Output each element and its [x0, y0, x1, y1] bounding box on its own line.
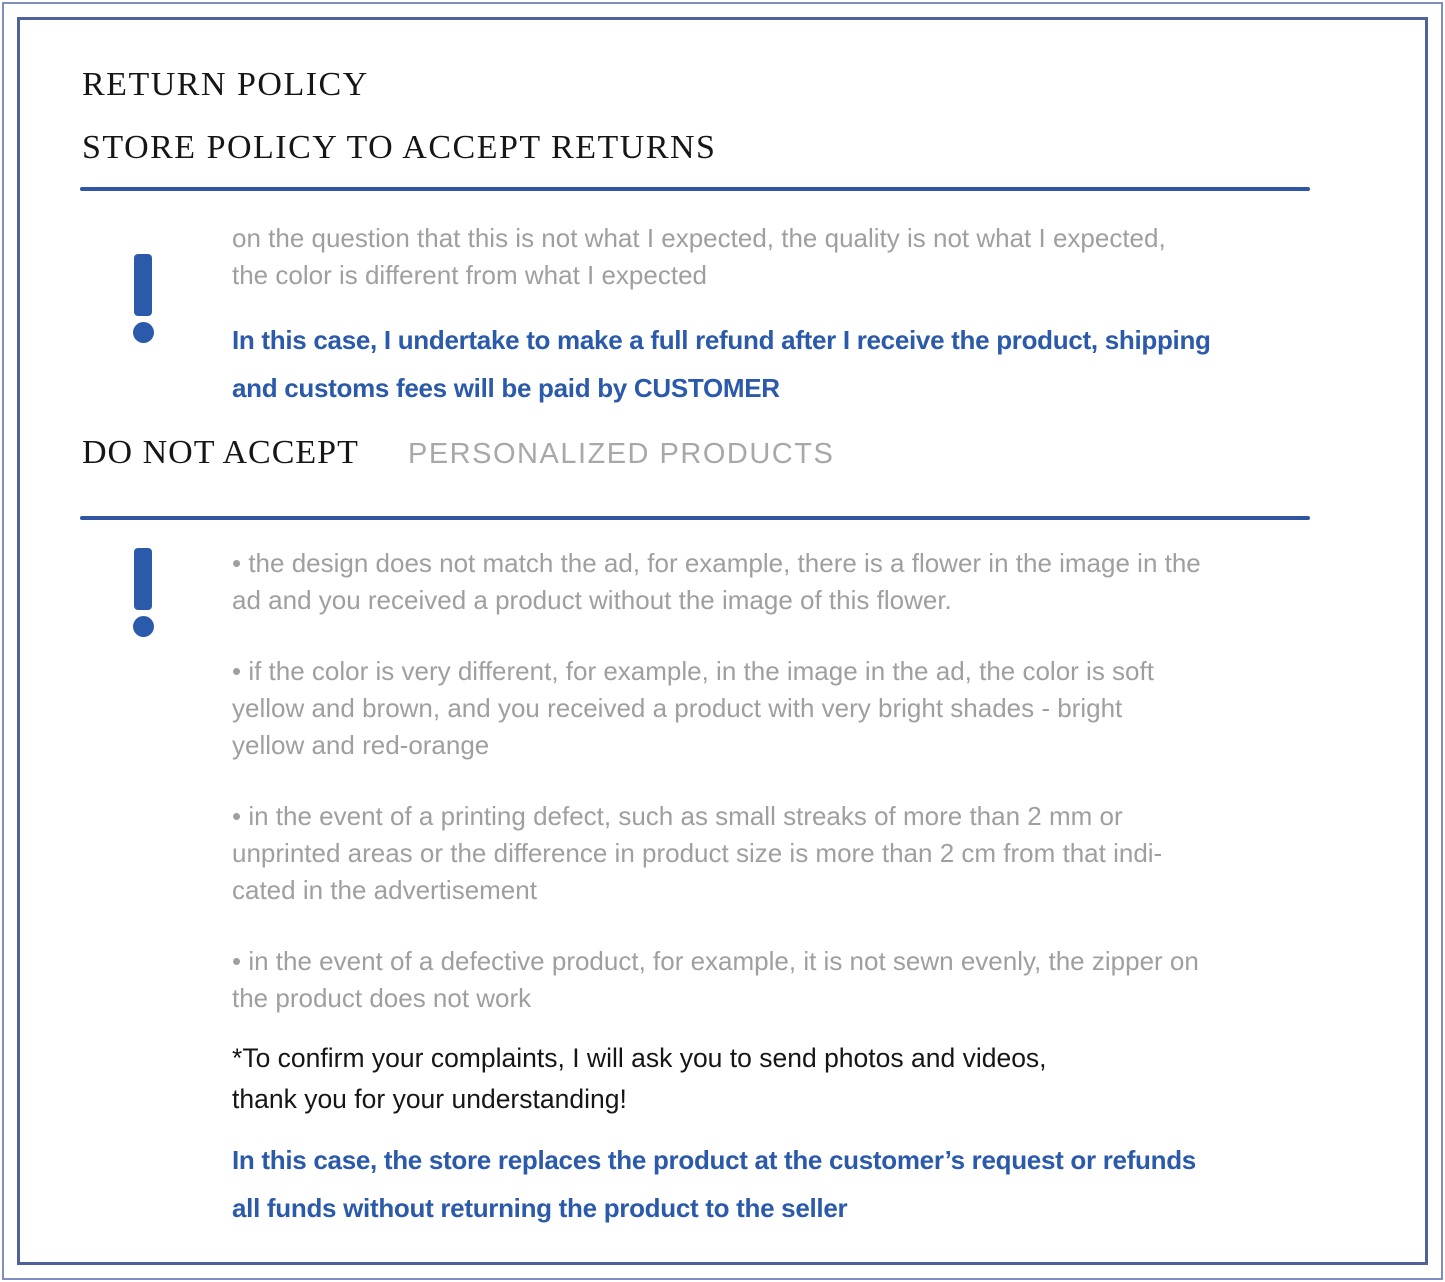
text-line: • if the color is very different, for example, in the image in the ad, the color is soft	[232, 656, 1154, 686]
text-line: and customs fees will be paid by CUSTOMER	[232, 373, 780, 403]
accept-policy-statement	[232, 316, 1211, 412]
page-title: RETURN POLICY	[82, 66, 369, 103]
do-not-accept-category: PERSONALIZED PRODUCTS	[408, 438, 835, 470]
exclamation-icon	[132, 254, 154, 343]
do-not-accept-heading: DO NOT ACCEPT	[82, 434, 359, 471]
accept-note	[232, 220, 1166, 294]
text-line: yellow and red-orange	[232, 730, 490, 760]
exclamation-bar	[134, 548, 152, 610]
text-line: In this case, the store replaces the product at the customer’s request or refunds	[232, 1145, 1196, 1175]
exclamation-icon	[132, 548, 154, 637]
text-line: unprinted areas or the difference in product size is more than 2 cm from that indi-	[232, 838, 1163, 868]
text-line: the color is different from what I expected	[232, 260, 707, 290]
text-line: on the question that this is not what I expected, the quality is not what I expected,	[232, 223, 1166, 253]
divider-bottom	[80, 516, 1310, 520]
exclamation-bar	[134, 254, 152, 316]
text-line: cated in the advertisement	[232, 875, 537, 905]
confirmation-note	[232, 1038, 1047, 1120]
replacement-policy-statement	[232, 1136, 1196, 1232]
text-line: • in the event of a printing defect, such as small streaks of more than 2 mm or	[232, 801, 1123, 831]
bullet-item	[232, 943, 1201, 1017]
text-line: thank you for your understanding!	[232, 1084, 627, 1114]
do-not-accept-bullet-list	[232, 545, 1201, 1017]
bullet-item	[232, 545, 1201, 619]
text-line: the product does not work	[232, 983, 532, 1013]
text-line: In this case, I undertake to make a full refund after I receive the product, shipping	[232, 325, 1211, 355]
text-line: • in the event of a defective product, for example, it is not sewn evenly, the zipper on	[232, 946, 1199, 976]
text-line: • the design does not match the ad, for example, there is a flower in the image in the	[232, 548, 1201, 578]
text-line: yellow and brown, and you received a product with very bright shades - bright	[232, 693, 1123, 723]
bullet-item	[232, 798, 1201, 909]
page-subtitle: STORE POLICY TO ACCEPT RETURNS	[82, 129, 717, 166]
bullet-item	[232, 653, 1201, 764]
exclamation-dot	[133, 322, 154, 343]
text-line: ad and you received a product without the image of this flower.	[232, 585, 952, 615]
divider-top	[80, 187, 1310, 191]
text-line: *To confirm your complaints, I will ask you to send photos and videos,	[232, 1043, 1047, 1073]
exclamation-dot	[133, 616, 154, 637]
text-line: all funds without returning the product to the seller	[232, 1193, 848, 1223]
